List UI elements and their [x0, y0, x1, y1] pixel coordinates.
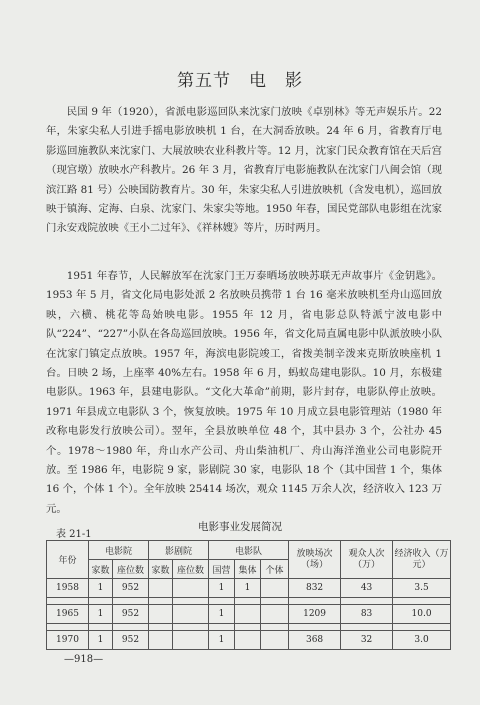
cell-cinema-seats: 952	[113, 631, 149, 650]
header-cinema-seats: 座位数	[113, 560, 149, 579]
page-number: —918—	[64, 654, 104, 665]
header-audience: 观众人次（万）	[341, 541, 393, 579]
table-label: 表 21-1	[56, 529, 92, 540]
body-paragraph-1	[46, 103, 442, 239]
paragraph-text: 1951 年春节，人民解放军在沈家门王万泰晒场放映苏联无声故事片《金钥匙》。1953 年 5 月，省文化局电影处派 2 名放映员携带 1 台 16 毫米放映机至舟山巡回放映，六横、桃花等岛始映电影。1955 年 12 月，省电影总队特派宁波电影中队“224”、“227”小队在各岛巡回放映。1956 年，省文化局直属电影中队派放映小队在沈家门镇定点放映。1957 年，海滨电影院竣工，省拨美制辛泼来克斯放映座机 1 台。日映 2 场，上座率 40%左右。1958 年 6 月，蚂蚁岛建电影队。10 月，东极建电影队。1963 年，县建电影队。“文化大革命”前期，影片封存，电影队停止放映。1971 年县成立电影队 3 个，恢复放映。1975 年 10 月成立县电影管理站（1980 年改称电影发行放映公司）。翌年，全县放映单位 48 个，其中县办 3 个，公社办 45 个。1978～1980 年，舟山水产公司、舟山柴油机厂、舟山海洋渔业公司电影院开放。至 1986 年，电影院 9 家，影剧院 30 家，电影队 18 个（其中国营 1 个，集体 16 个，个体 1 个）。全年放映 25414 场次，观众 1145 万余人次，经济收入 123 万元。	[46, 270, 442, 515]
header-theater-seats: 座位数	[173, 560, 209, 579]
cell-theater-seats	[173, 579, 209, 598]
table-row	[47, 579, 451, 598]
row-spacer	[47, 598, 451, 605]
cell-theater-seats	[173, 605, 209, 624]
cell-cinema-seats: 952	[113, 579, 149, 598]
header-film-team: 电影队	[209, 541, 289, 560]
cell-state: 1	[209, 631, 235, 650]
cell-individual	[261, 605, 289, 624]
cell-collective	[235, 605, 261, 624]
cell-state: 1	[209, 579, 235, 598]
cell-year: 1958	[47, 579, 89, 598]
cell-theater-count	[149, 579, 173, 598]
cell-cinema-seats: 952	[113, 605, 149, 624]
cell-year: 1970	[47, 631, 89, 650]
cell-audience: 83	[341, 605, 393, 624]
header-screenings: 放映场次（场）	[289, 541, 341, 579]
header-collective: 集体	[235, 560, 261, 579]
cell-revenue: 10.0	[393, 605, 451, 624]
header-individual: 个体	[261, 560, 289, 579]
cell-screenings: 1209	[289, 605, 341, 624]
cell-screenings: 832	[289, 579, 341, 598]
cell-revenue: 3.5	[393, 579, 451, 598]
cell-theater-count	[149, 605, 173, 624]
cell-screenings: 368	[289, 631, 341, 650]
cell-cinema-count: 1	[89, 631, 113, 650]
cell-theater-count	[149, 631, 173, 650]
cell-theater-seats	[173, 631, 209, 650]
cell-revenue: 3.0	[393, 631, 451, 650]
row-spacer	[47, 624, 451, 631]
body-paragraph-2	[46, 267, 442, 519]
cell-collective	[235, 631, 261, 650]
cell-state: 1	[209, 605, 235, 624]
section-heading: 第五节 电 影	[177, 71, 303, 91]
header-theater: 影剧院	[149, 541, 209, 560]
cell-individual	[261, 631, 289, 650]
header-cinema-count: 家数	[89, 560, 113, 579]
header-year: 年份	[47, 541, 89, 579]
cell-individual	[261, 579, 289, 598]
cell-audience: 32	[341, 631, 393, 650]
table-title: 电影事业发展简况	[198, 521, 282, 533]
table-row	[47, 631, 451, 650]
cell-year: 1965	[47, 605, 89, 624]
header-state: 国营	[209, 560, 235, 579]
cell-cinema-count: 1	[89, 579, 113, 598]
header-revenue: 经济收入（万元）	[393, 541, 451, 579]
header-theater-count: 家数	[149, 560, 173, 579]
paragraph-text: 民国 9 年（1920），省派电影巡回队来沈家门放映《卓别林》等无声娱乐片。22 年，朱家尖私人引进手摇电影放映机 1 台，在大洞岙放映。24 年 6 月，省教育厅电影巡回施教队来沈家门、大展放映农业科教片等。12 月，沈家门民众教育馆在天后宫（现宫墩）放映水产科教片。26 年 3 月，省教育厅电影施教队在沈家门八闽会馆（现滨江路 81 号）公映国防教育片。30 年，朱家尖私人引进放映机（含发电机），巡回放映于镇海、定海、白泉、沈家门、朱家尖等地。1950 年春，国民党部队电影组在沈家门永安戏院放映《王小二过年》、《祥林嫂》等片，历时两月。	[46, 106, 442, 235]
cell-collective: 1	[235, 579, 261, 598]
table-row	[47, 605, 451, 624]
header-cinema: 电影院	[89, 541, 149, 560]
cell-audience: 43	[341, 579, 393, 598]
cell-cinema-count: 1	[89, 605, 113, 624]
table-header-row-1	[47, 541, 451, 560]
film-statistics-table	[46, 540, 451, 650]
